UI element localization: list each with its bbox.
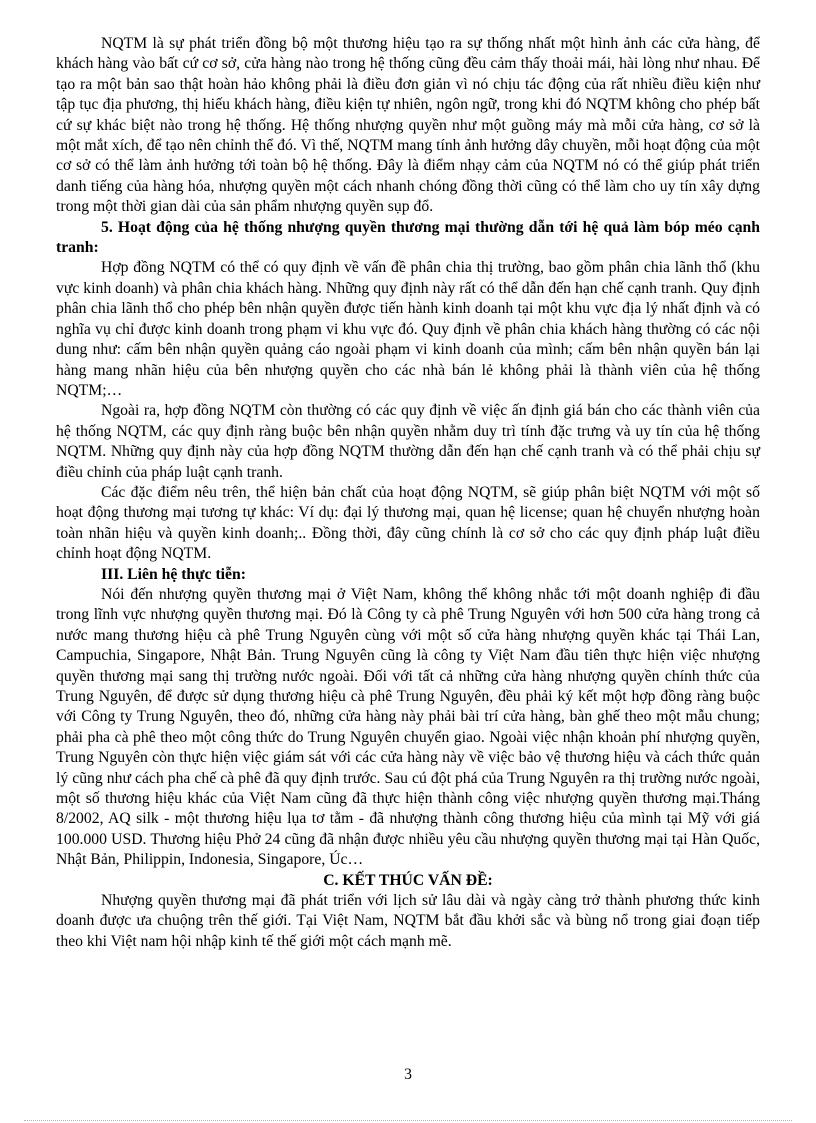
section-heading-c: C. KẾT THÚC VẤN ĐỀ: [323,871,493,889]
page-number: 3 [404,1066,412,1083]
paragraph-market-division: Hợp đồng NQTM có thể có quy định về vấn đề phân chia thị trường, bao gồm phân chia lãnh thổ (khu vực kinh doanh) và phân chia khách hàng. Những quy định này rất có thể dẫn đến hạn chế cạnh tranh. Quy định phân chia lãnh thổ cho phép bên nhận quyền được tiến hành kinh doanh tại một khu vực địa lý nhất định và có nghĩa vụ chỉ được kinh doanh trong phạm vi khu vực đó. Quy định về phân chia khách hàng thường có các nội dung như: cấm bên nhận quyền quảng cáo ngoài phạm vi kinh doanh của mình; cấm bên nhận quyền bán lại hàng mang nhãn hiệu của bên nhượng quyền cho các nhà bán lẻ không phải là thành viên của hệ thống NQTM;… [56,259,760,399]
paragraph-nqtm-consistency: NQTM là sự phát triển đồng bộ một thương hiệu tạo ra sự thống nhất một hình ảnh các cửa hàng, để khách hàng vào bất cứ cơ sở, cửa hàng nào trong hệ thống cũng đều cảm thấy thoải mái, hài lòng như nhau. Để tạo ra một bản sao thật hoàn hảo không phải là điều đơn giản vì nó chịu tác động của rất nhiều điều kiện như tập tục địa phương, thị hiếu khách hàng, điều kiện tự nhiên, ngôn ngữ, trong khi đó NQTM không cho phép bất cứ sự khác biệt nào trong hệ thống. Hệ thống nhượng quyền như một guồng máy mà mỗi cửa hàng, cơ sở là một mắt xích, để tạo nên chỉnh thể đó. Vì thế, NQTM mang tính ảnh hưởng dây chuyền, mỗi hoạt động của một cơ sở có thể làm ảnh hưởng tới toàn bộ hệ thống. Đây là điểm nhạy cảm của NQTM nó có thể giúp phát triển danh tiếng của hàng hóa, nhượng quyền một cách nhanh chóng đồng thời cũng có thể làm cho uy tín xây dựng trong một thời gian dài của sản phẩm nhượng quyền sụp đổ. [56,35,760,216]
document-page [56,34,760,952]
paragraph-conclusion: Nhượng quyền thương mại đã phát triển với lịch sử lâu dài và ngày càng trở thành phương thức kinh doanh được ưa chuộng trên thế giới. Tại Việt Nam, NQTM bắt đầu khởi sắc và bùng nổ trong giai đoạn tiếp theo khi Việt nam hội nhập kinh tế thế giới một cách mạnh mẽ. [56,892,760,950]
paragraph-characteristics: Các đặc điểm nêu trên, thể hiện bản chất của hoạt động NQTM, sẽ giúp phân biệt NQTM với một số hoạt động thương mại tương tự khác: Ví dụ: đại lý thương mại, quan hệ license; quan hệ chuyển nhượng hoàn toàn nhãn hiệu và quyền kinh doanh;.. Đồng thời, đây cũng chính là cơ sở cho các quy định pháp luật điều chỉnh hoạt động NQTM. [56,483,760,563]
paragraph-trung-nguyen: Nói đến nhượng quyền thương mại ở Việt Nam, không thể không nhắc tới một doanh nghiệp đi đầu trong lĩnh vực nhượng quyền thương mại. Đó là Công ty cà phê Trung Nguyên với hơn 500 cửa hàng trong cả nước mang thương hiệu cà phê Trung Nguyên cùng với một số cửa hàng nhượng quyền khác tại Thái Lan, Campuchia, Singapore, Nhật Bản. Trung Nguyên cũng là công ty Việt Nam đầu tiên thực hiện việc nhượng quyền thương mại sang thị trường nước ngoài. Đối với tất cả những cửa hàng nhượng quyền chính thức của Trung Nguyên, để được sử dụng thương hiệu cà phê Trung Nguyên, đều phải ký kết một hợp đồng ràng buộc với Công ty Trung Nguyên, theo đó, những cửa hàng này phải bài trí cửa hàng, bàn ghế theo một mẫu chung; phải pha cà phê theo một công thức do Trung Nguyên chuyển giao. Ngoài việc nhận khoản phí nhượng quyền, Trung Nguyên còn thực hiện việc giám sát với các cửa hàng này về việc bảo vệ thương hiệu và cách thức quản lý cũng như cách pha chế cà phê đã quy định trước. Sau cú đột phá của Trung Nguyên ra thị trường nước ngoài, một số thương hiệu khác của Việt Nam cũng đã thực hiện thành công việc nhượng quyền thương mại.Tháng 8/2002, AQ silk - một thương hiệu lụa tơ tằm - đã nhượng thành công thương hiệu của mình tại Mỹ với giá 100.000 USD. Thương hiệu Phở 24 cũng đã nhận được nhiều yêu cầu nhượng quyền thương mại tại Hàn Quốc, Nhật Bản, Philippin, Indonesia, Singapore, Úc… [56,585,760,869]
section-heading-5: 5. Hoạt động của hệ thống nhượng quyền thương mại thường dẫn tới hệ quả làm bóp méo cạnh tranh: [56,218,760,257]
paragraph-price-setting: Ngoài ra, hợp đồng NQTM còn thường có các quy định về việc ấn định giá bán cho các thành viên của hệ thống NQTM, các quy định ràng buộc bên nhận quyền nhằm duy trì tính đặc trưng và uy tín của hệ thống NQTM. Những quy định này của hợp đồng NQTM thường dẫn đến hạn chế cạnh tranh và có thể phải chịu sự điều chỉnh của pháp luật cạnh tranh. [56,402,760,481]
page-bottom-divider [24,1120,792,1121]
section-heading-iii: III. Liên hệ thực tiễn: [101,565,246,583]
